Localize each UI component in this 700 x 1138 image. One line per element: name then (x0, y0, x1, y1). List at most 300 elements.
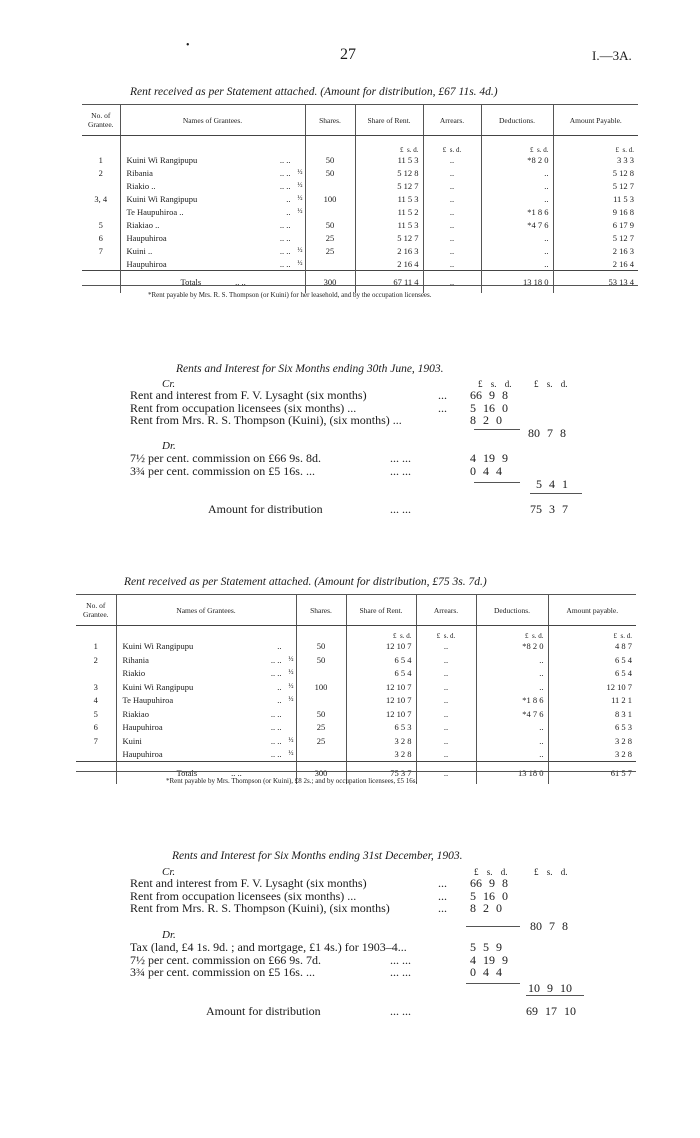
shares-cell (305, 180, 355, 193)
header-share-of-rent: Share of Rent. (346, 595, 416, 626)
page-dot: • (186, 40, 190, 51)
share-fraction: ½ (288, 668, 294, 677)
deductions-cell: *4 7 6 (476, 707, 548, 721)
section2-title: Rents and Interest for Six Months ending 30th June, 1903. (176, 363, 444, 375)
shares-cell: 25 (296, 721, 346, 735)
shares-cell: 50 (305, 154, 355, 167)
header-deductions: Deductions. (481, 105, 553, 136)
shares-cell (296, 667, 346, 681)
amount-payable-cell: 3 2 8 (548, 734, 636, 748)
amount-payable-cell: 5 12 8 (553, 167, 638, 180)
grantee-name-cell (116, 694, 296, 708)
grantee-name: Kuini .. (126, 246, 153, 256)
grantee-name: Riakio (122, 668, 146, 679)
section4-cr-label: Cr. (162, 866, 176, 878)
grantee-no-cell: 5 (98, 220, 103, 230)
share-fraction: ½ (288, 654, 294, 663)
share-of-rent-cell: 6 5 4 (346, 667, 416, 681)
account-line-text: 3¾ per cent. commission on £5 16s. ... (130, 463, 315, 478)
totals-deductions: 13 18 0 (481, 271, 553, 294)
currency-head-row (76, 626, 636, 640)
leader-dots: .. (286, 194, 291, 204)
amount-payable-cell: 5 12 7 (553, 232, 638, 245)
section4-distribution-amount: 69 17 10 (526, 1004, 576, 1018)
table-row (82, 206, 638, 219)
shares-cell: 50 (305, 167, 355, 180)
section1-footnote: *Rent payable by Mrs. R. S. Thompson (or Kuini) for her leasehold, and by the occupation licensees. (148, 291, 432, 299)
account-line-text: Rent and interest from F. V. Lysaght (six months) (130, 388, 367, 402)
share-of-rent-cell: 12 10 7 (346, 640, 416, 654)
grantee-name-cell (120, 193, 305, 206)
arrears-cell: .. (416, 734, 476, 748)
leader-dots: .. .. (279, 155, 291, 165)
leader-dots: .. .. (279, 233, 291, 243)
table-row (82, 180, 638, 193)
amount-payable-cell: 5 12 7 (553, 180, 638, 193)
shares-cell (305, 206, 355, 219)
deductions-cell: .. (481, 193, 553, 206)
table-row (76, 721, 636, 735)
share-of-rent-cell: 5 12 7 (355, 232, 423, 245)
totals-payable: 53 13 4 (553, 271, 638, 294)
amount-payable-cell: 12 10 7 (548, 680, 636, 694)
amount-payable-cell: 9 16 8 (553, 206, 638, 219)
account-line-dots: ... ... (390, 451, 411, 465)
section4-col-heads: £ s. d. (474, 867, 508, 877)
header-names: Names of Grantees. (120, 105, 305, 136)
account-line-dots: ... (438, 901, 447, 915)
share-fraction: ½ (297, 194, 303, 202)
grantee-name-cell (120, 232, 305, 245)
section2-distribution-dots: ... ... (390, 502, 411, 516)
leader-dots: .. .. (279, 181, 291, 191)
currency-head: £ s. d. (553, 136, 638, 154)
account-line-amount: 0 4 4 (470, 463, 502, 478)
table-row (76, 653, 636, 667)
leader-dots: .. .. (270, 749, 282, 759)
leader-dots: .. .. (270, 668, 282, 679)
section4-distribution-dots: ... ... (390, 1004, 411, 1018)
share-fraction: ½ (297, 258, 303, 267)
grantee-no-cell: 4 (93, 695, 98, 706)
grantee-name-cell (116, 680, 296, 694)
totals-shares: 300 (296, 761, 346, 784)
section4-col-heads-2: £ s. d. (534, 867, 568, 877)
grantee-no-cell (76, 748, 116, 762)
section3-table (76, 595, 636, 784)
shares-cell: 50 (296, 707, 346, 721)
account-line-amount: 4 19 9 (470, 952, 508, 967)
section2-dr-total: 5 4 1 (536, 477, 568, 491)
leader-dots: .. .. (270, 722, 282, 733)
amount-payable-cell: 11 2 1 (548, 694, 636, 708)
share-of-rent-cell: 11 5 3 (355, 219, 423, 232)
amount-payable-cell: 2 16 3 (553, 245, 638, 258)
header-grantee-no: No. of Grantee. (76, 595, 116, 626)
leader-dots: .. (277, 641, 282, 652)
account-line-dots: ... ... (390, 952, 411, 967)
share-of-rent-cell: 12 10 7 (346, 707, 416, 721)
section2-distribution-label: Amount for distribution (208, 502, 323, 516)
table-row (76, 680, 636, 694)
header-names: Names of Grantees. (116, 595, 296, 626)
share-of-rent-cell: 11 5 3 (355, 193, 423, 206)
leader-dots: .. (277, 681, 282, 692)
account-line-amount: 5 5 9 (470, 940, 502, 954)
totals-rent: 67 11 4 (355, 271, 423, 294)
account-line-text: Rent and interest from F. V. Lysaght (six months) (130, 876, 367, 890)
account-line-amount: 8 2 0 (470, 901, 502, 915)
table-row (82, 245, 638, 258)
table-row (82, 232, 638, 245)
grantee-name: Riakiao (122, 708, 149, 719)
deductions-cell: .. (481, 167, 553, 180)
grantee-no-cell: 3, 4 (94, 194, 108, 204)
table-row (82, 154, 638, 167)
grantee-name-cell (116, 734, 296, 748)
deductions-cell: .. (481, 232, 553, 245)
account-line-text: 3¾ per cent. commission on £5 16s. ... (130, 965, 315, 979)
deductions-cell: *8 2 0 (476, 640, 548, 654)
arrears-cell: .. (416, 721, 476, 735)
grantee-name: Te Haupuhiroa (122, 695, 174, 706)
shares-cell: 50 (296, 653, 346, 667)
grantee-name: Kuini (122, 735, 142, 746)
amount-payable-cell: 6 5 4 (548, 667, 636, 681)
grantee-name: Haupuhiroa (122, 749, 163, 759)
deductions-cell: .. (476, 653, 548, 667)
section3-header-row (76, 595, 636, 626)
account-line-text: Rent from Mrs. R. S. Thompson (Kuini), (six months) ... (130, 413, 402, 427)
grantee-name-cell (116, 721, 296, 735)
shares-cell: 100 (296, 680, 346, 694)
section2-total-rule (530, 493, 582, 494)
leader-dots: .. .. (270, 735, 282, 746)
grantee-name-cell (116, 653, 296, 667)
share-of-rent-cell: 5 12 8 (355, 167, 423, 180)
grantee-no-cell: 2 (98, 168, 103, 178)
currency-head-row (82, 136, 638, 154)
shares-cell (296, 694, 346, 708)
currency-head: £ s. d. (476, 626, 548, 640)
grantee-no-cell: 7 (98, 246, 103, 256)
shares-cell (296, 748, 346, 762)
section3-footnote: *Rent payable by Mrs. Thompson (or Kuini), £8 2s.; and by occupation licensees, £5 16s. (166, 777, 418, 785)
currency-head: £ s. d. (355, 136, 423, 154)
amount-payable-cell: 3 2 8 (548, 748, 636, 762)
grantee-no-cell (76, 667, 116, 681)
leader-dots: .. .. (270, 708, 282, 719)
section1-header-row (82, 105, 638, 136)
table-row (82, 167, 638, 180)
arrears-cell: .. (416, 748, 476, 762)
deductions-cell: *8 2 0 (481, 154, 553, 167)
share-fraction: ½ (288, 749, 294, 757)
grantee-name-cell (120, 206, 305, 219)
currency-head: £ s. d. (423, 136, 481, 154)
account-line-amount: 5 16 0 (470, 888, 508, 903)
account-line-text: 7½ per cent. commission on £66 9s. 8d. (130, 451, 321, 465)
amount-payable-cell: 4 8 7 (548, 640, 636, 654)
totals-dots: .. .. (235, 277, 246, 287)
currency-head: £ s. d. (346, 626, 416, 640)
section4-title: Rents and Interest for Six Months ending 31st December, 1903. (172, 850, 463, 862)
share-of-rent-cell: 3 2 8 (346, 734, 416, 748)
table-row (82, 219, 638, 232)
grantee-name-cell (120, 167, 305, 180)
share-of-rent-cell: 6 5 3 (346, 721, 416, 735)
shares-cell: 25 (296, 734, 346, 748)
grantee-name-cell (120, 245, 305, 258)
shares-cell: 50 (305, 219, 355, 232)
deductions-cell: .. (481, 180, 553, 193)
grantee-name: Te Haupuhiroa .. (126, 207, 184, 217)
section4-total-rule (526, 995, 584, 996)
section3-title: Rent received as per Statement attached. (Amount for distribution, £75 3s. 7d.) (124, 576, 487, 588)
grantee-name: Rihania (122, 654, 149, 665)
amount-payable-cell: 6 5 4 (548, 653, 636, 667)
currency-head: £ s. d. (416, 626, 476, 640)
account-line-text: Rent from Mrs. R. S. Thompson (Kuini), (six months) (130, 901, 390, 915)
share-of-rent-cell: 3 2 8 (346, 748, 416, 762)
share-of-rent-cell: 11 5 2 (355, 206, 423, 219)
header-deductions: Deductions. (476, 595, 548, 626)
grantee-name: Kuini Wi Rangipupu (126, 155, 198, 165)
shares-cell: 50 (296, 640, 346, 654)
shares-cell: 25 (305, 245, 355, 258)
totals-rent: 75 3 7 (346, 761, 416, 784)
grantee-no-cell: 1 (93, 641, 98, 652)
header-amount-payable: Amount Payable. (553, 105, 638, 136)
grantee-name: Haupuhiroa (126, 258, 167, 269)
arrears-cell: .. (416, 667, 476, 681)
table-row (82, 193, 638, 206)
grantee-no-cell (82, 180, 120, 193)
totals-label: Totals (180, 277, 202, 287)
account-line-amount: 66 9 8 (470, 388, 508, 402)
account-line-amount: 8 2 0 (470, 413, 502, 427)
arrears-cell: .. (423, 154, 481, 167)
section4-cr-total: 80 7 8 (530, 919, 568, 933)
totals-arrears: .. (416, 761, 476, 784)
totals-payable: 61 5 7 (548, 761, 636, 784)
section1-table (82, 105, 638, 293)
account-line-amount: 4 19 9 (470, 451, 508, 465)
grantee-name: Riakiao .. (126, 220, 160, 230)
leader-dots: .. .. (279, 168, 291, 178)
section2-dr-rule (474, 482, 520, 483)
grantee-no-cell: 5 (93, 708, 98, 719)
grantee-name-cell (120, 258, 305, 271)
share-fraction: ½ (288, 735, 294, 744)
currency-head: £ s. d. (548, 626, 636, 640)
currency-head: £ s. d. (481, 136, 553, 154)
grantee-name: Kuini Wi Rangipupu (122, 681, 194, 692)
account-line-dots: ... ... (390, 965, 411, 979)
grantee-name-cell (120, 219, 305, 232)
share-fraction: ½ (297, 207, 303, 215)
section1-bottom-rule (82, 285, 638, 286)
deductions-cell: .. (476, 721, 548, 735)
arrears-cell: .. (416, 640, 476, 654)
deductions-cell: .. (476, 734, 548, 748)
grantee-no-cell: 6 (98, 233, 103, 243)
account-line-text: 7½ per cent. commission on £66 9s. 7d. (130, 952, 321, 967)
amount-payable-cell: 8 3 1 (548, 707, 636, 721)
section4-distribution-label: Amount for distribution (206, 1004, 321, 1018)
section2-distribution-amount: 75 3 7 (530, 502, 568, 516)
table-row (76, 694, 636, 708)
share-of-rent-cell: 2 16 3 (355, 245, 423, 258)
account-line-dots: ... ... (390, 463, 411, 478)
grantee-no-cell: 3 (93, 681, 98, 692)
deductions-cell: *4 7 6 (481, 219, 553, 232)
table-row (82, 258, 638, 271)
grantee-name-cell (116, 748, 296, 762)
account-line-amount: 66 9 8 (470, 876, 508, 890)
grantee-name-cell (116, 707, 296, 721)
section4-dr-rule (466, 983, 520, 984)
account-line-text: Rent from occupation licensees (six months) ... (130, 400, 357, 415)
share-fraction: ½ (288, 695, 294, 704)
arrears-cell: .. (423, 245, 481, 258)
amount-payable-cell: 2 16 4 (553, 258, 638, 271)
section2-cr-total: 80 7 8 (528, 426, 566, 440)
share-fraction: ½ (288, 681, 294, 690)
grantee-name: Kuini Wi Rangipupu (126, 194, 198, 204)
leader-dots: .. .. (279, 258, 291, 269)
leader-dots: .. (277, 695, 282, 706)
section2-cr-rule (474, 429, 520, 430)
arrears-cell: .. (423, 219, 481, 232)
grantee-name: Haupuhiroa (126, 233, 167, 243)
deductions-cell: *1 8 6 (481, 206, 553, 219)
totals-arrears: .. (423, 271, 481, 294)
grantee-name: Ribania (126, 168, 153, 178)
amount-payable-cell: 6 5 3 (548, 721, 636, 735)
deductions-cell: .. (476, 680, 548, 694)
section1-totals-row (82, 271, 638, 294)
leader-dots: .. .. (279, 220, 291, 230)
grantee-name: Haupuhiroa (122, 722, 163, 733)
share-fraction: ½ (297, 181, 303, 189)
table-row (76, 667, 636, 681)
grantee-name-cell (116, 667, 296, 681)
header-amount-payable: Amount payable. (548, 595, 636, 626)
share-fraction: ½ (297, 168, 303, 176)
shares-cell: 25 (305, 232, 355, 245)
section2-col-heads: £ s. d. (478, 379, 512, 389)
arrears-cell: .. (416, 653, 476, 667)
section4-cr-rule (466, 926, 520, 927)
account-line-dots: ... (438, 888, 447, 903)
header-grantee-no: No. of Grantee. (82, 105, 120, 136)
arrears-cell: .. (423, 193, 481, 206)
section4-dr-label: Dr. (162, 929, 176, 941)
account-line-amount: 5 16 0 (470, 400, 508, 415)
shares-cell (305, 258, 355, 271)
arrears-cell: .. (423, 206, 481, 219)
arrears-cell: .. (416, 680, 476, 694)
header-shares: Shares. (305, 105, 355, 136)
arrears-cell: .. (423, 180, 481, 193)
page-number: 27 (340, 46, 356, 63)
table-row (76, 734, 636, 748)
deductions-cell: .. (481, 258, 553, 271)
section2-dr-label: Dr. (162, 440, 176, 452)
totals-dots: .. .. (231, 767, 242, 778)
account-line-dots: ... (438, 400, 447, 415)
account-line-text: Tax (land, £4 1s. 9d. ; and mortgage, £1 4s.) for 1903–4... (130, 940, 407, 954)
account-line-text: Rent from occupation licensees (six months) ... (130, 888, 357, 903)
amount-payable-cell: 3 3 3 (553, 154, 638, 167)
totals-deductions: 13 18 0 (476, 761, 548, 784)
arrears-cell: .. (423, 167, 481, 180)
grantee-name-cell (120, 180, 305, 193)
section2-col-heads-2: £ s. d. (534, 379, 568, 389)
share-of-rent-cell: 5 12 7 (355, 180, 423, 193)
section4-dr-total: 10 9 10 (528, 981, 572, 995)
amount-payable-cell: 11 5 3 (553, 193, 638, 206)
share-of-rent-cell: 2 16 4 (355, 258, 423, 271)
grantee-name: Riakio .. (126, 181, 156, 191)
grantee-no-cell: 2 (93, 654, 98, 665)
share-of-rent-cell: 12 10 7 (346, 680, 416, 694)
arrears-cell: .. (423, 258, 481, 271)
arrears-cell: .. (423, 232, 481, 245)
share-fraction: ½ (297, 246, 303, 254)
deductions-cell: *1 8 6 (476, 694, 548, 708)
grantee-no-cell: 6 (93, 722, 98, 733)
deductions-cell: .. (481, 245, 553, 258)
account-line-dots: ... (438, 388, 447, 402)
section1-title: Rent received as per Statement attached. (Amount for distribution, £67 11s. 4d.) (130, 86, 498, 98)
deductions-cell: .. (476, 667, 548, 681)
totals-shares: 300 (305, 271, 355, 294)
section3-bottom-rule (76, 771, 636, 772)
leader-dots: .. (286, 207, 291, 217)
header-share-of-rent: Share of Rent. (355, 105, 423, 136)
deductions-cell: .. (476, 748, 548, 762)
grantee-no-cell: 1 (98, 155, 103, 165)
leader-dots: .. .. (270, 654, 282, 665)
page-reference: I.—3A. (592, 48, 632, 63)
share-of-rent-cell: 12 10 7 (346, 694, 416, 708)
table-row (76, 748, 636, 762)
grantee-no-cell: 7 (93, 735, 98, 746)
section2-cr-label: Cr. (162, 378, 176, 390)
leader-dots: .. .. (279, 246, 291, 256)
share-of-rent-cell: 6 5 4 (346, 653, 416, 667)
arrears-cell: .. (416, 694, 476, 708)
grantee-no-cell (82, 258, 120, 271)
header-arrears: Arrears. (416, 595, 476, 626)
amount-payable-cell: 6 17 9 (553, 219, 638, 232)
table-row (76, 707, 636, 721)
grantee-name: Kuini Wi Rangipupu (122, 641, 194, 652)
shares-cell: 100 (305, 193, 355, 206)
account-line-amount: 0 4 4 (470, 965, 502, 979)
totals-label: Totals (176, 767, 198, 778)
grantee-name-cell (120, 154, 305, 167)
grantee-name-cell (116, 640, 296, 654)
account-line-dots: ... (438, 876, 447, 890)
grantee-no-cell (82, 206, 120, 219)
header-shares: Shares. (296, 595, 346, 626)
table-row (76, 640, 636, 654)
header-arrears: Arrears. (423, 105, 481, 136)
share-of-rent-cell: 11 5 3 (355, 154, 423, 167)
